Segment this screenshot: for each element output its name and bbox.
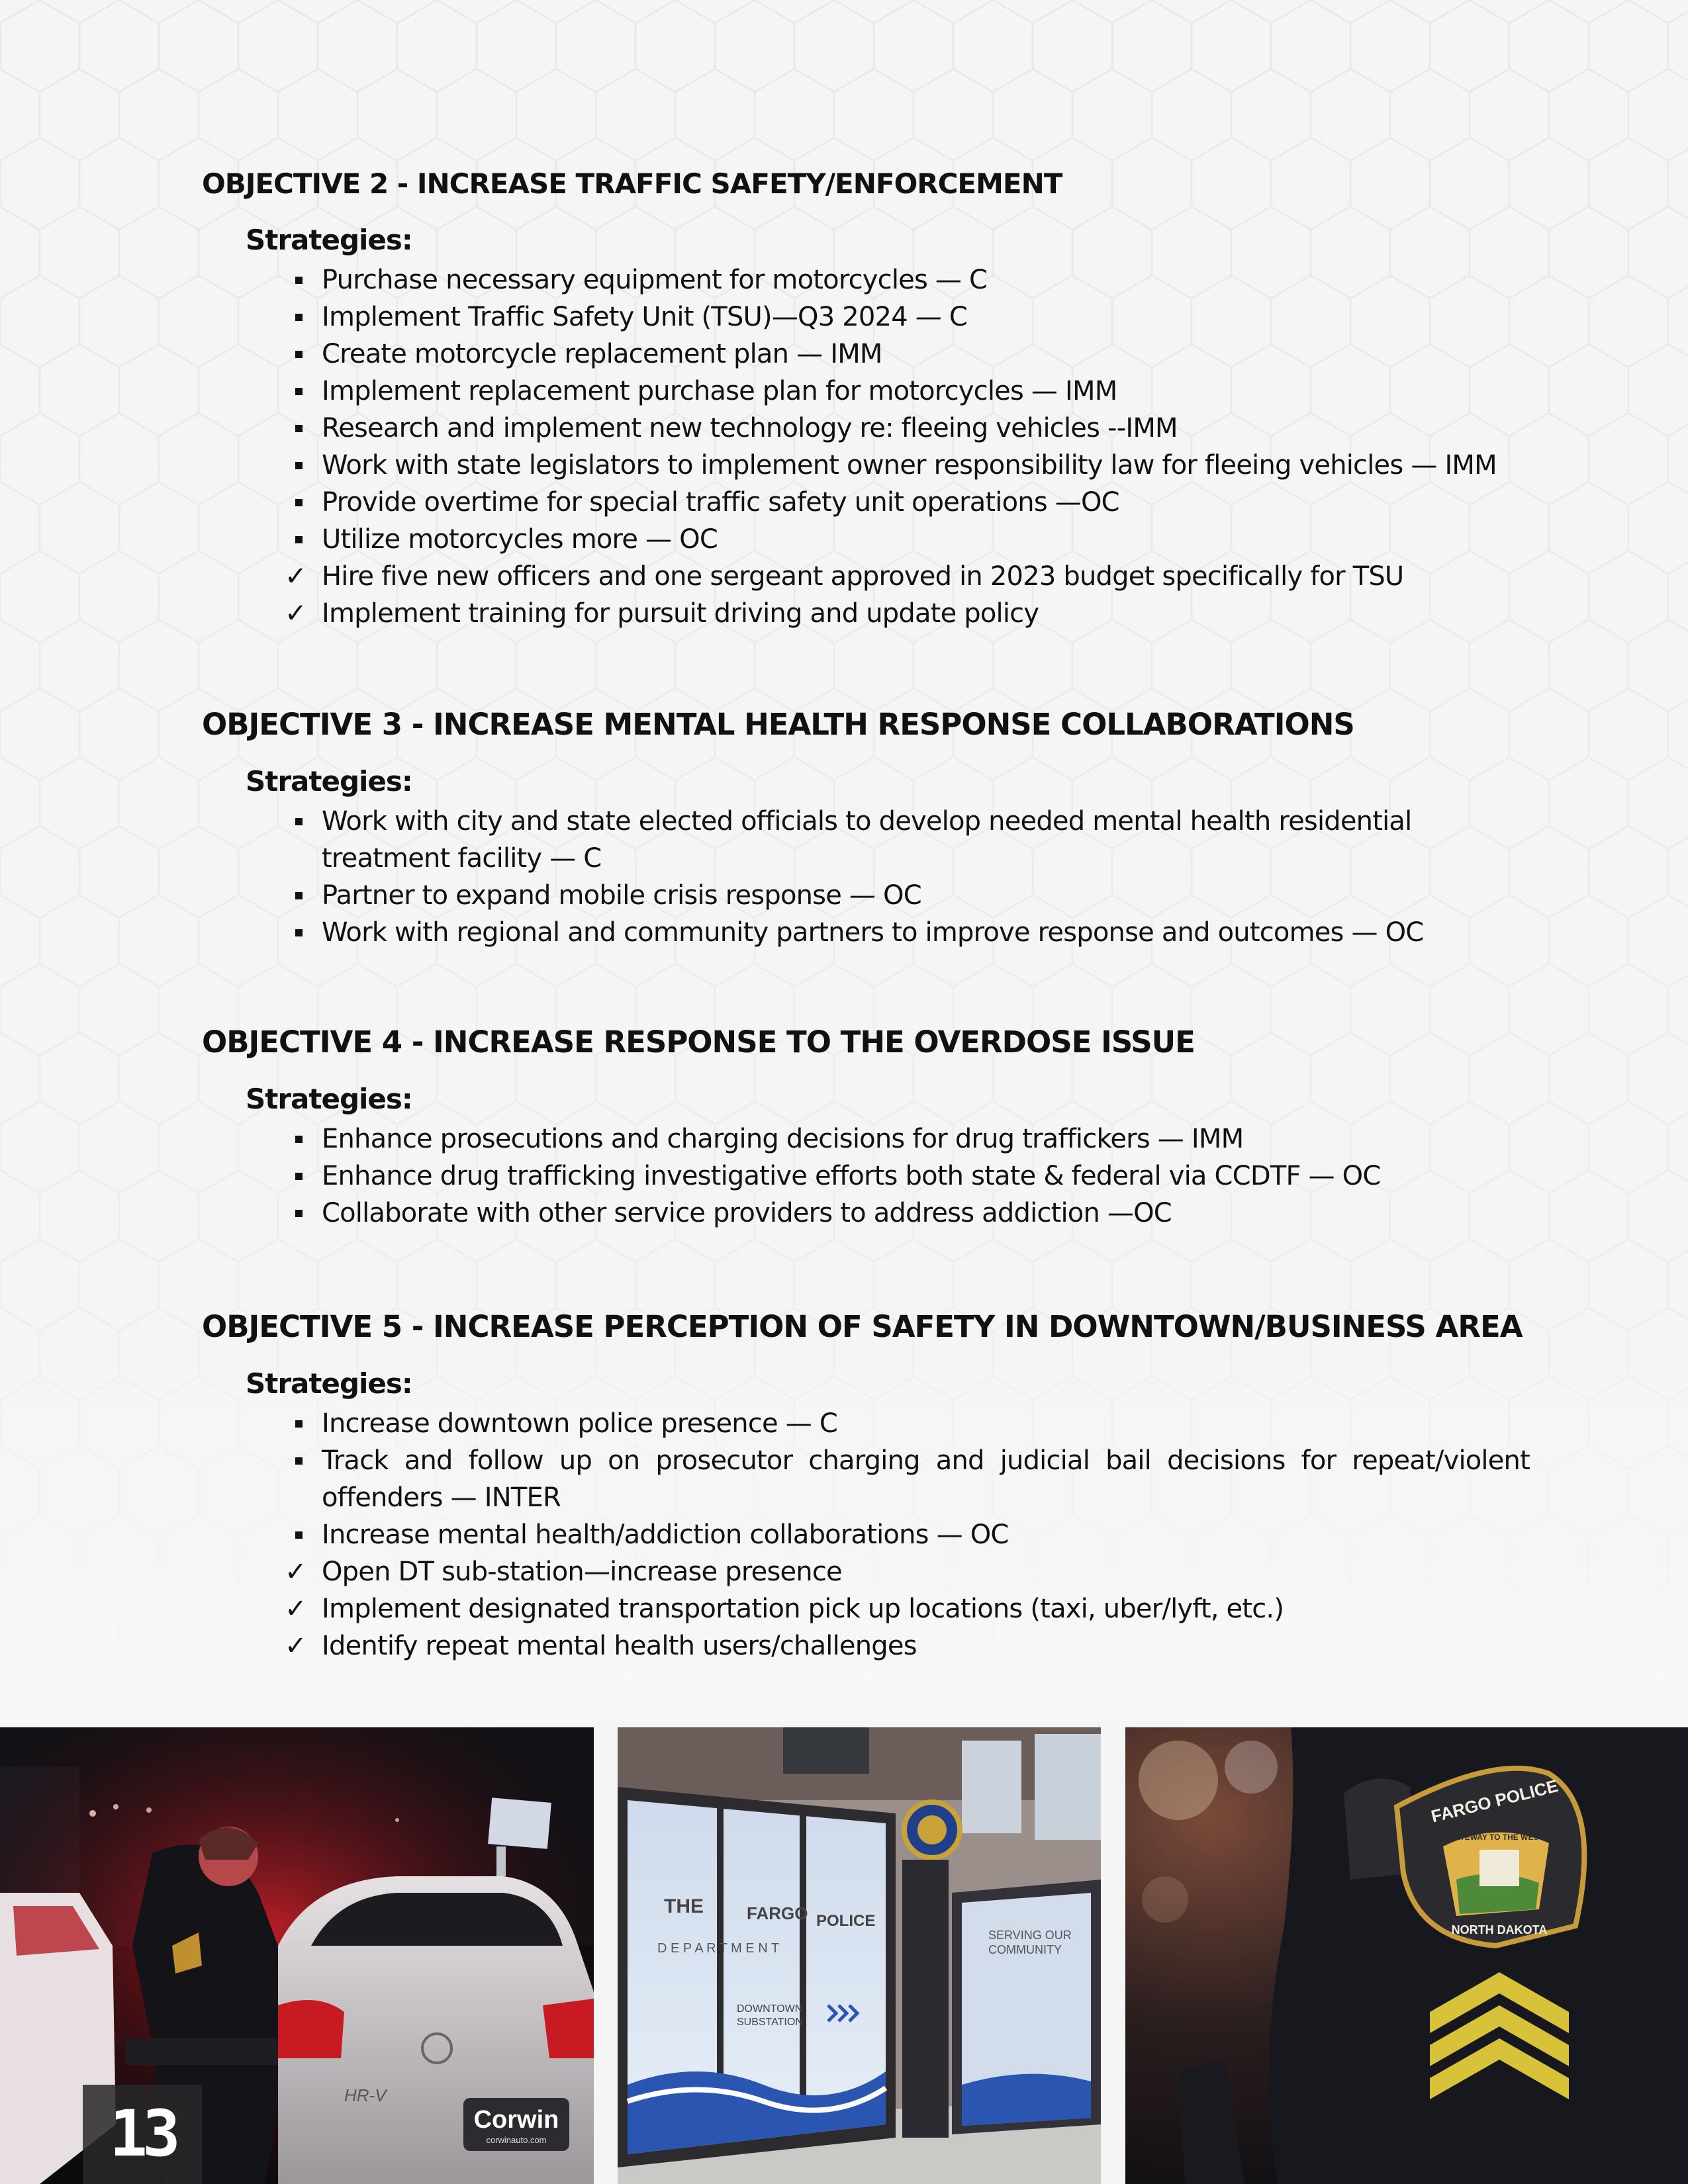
strategy-item: Work with state legislators to implement owner responsibility law for fleeing vehicles — IMM [289,447,1530,484]
window-text-downtown: DOWNTOWN [737,2003,803,2015]
square-bullet-icon [289,1516,322,1553]
completed-item: ✓ Open DT sub-station—increase presence [289,1553,1530,1590]
completed-item: ✓ Implement training for pursuit driving and update policy [289,595,1530,632]
checkmark-icon: ✓ [285,561,306,592]
strategy-item: Implement replacement purchase plan for motorcycles — IMM [289,373,1530,410]
strategy-list [285,1405,1530,1664]
window-text-serving: SERVING OUR [988,1929,1072,1942]
checkmark-icon: ✓ [285,1557,306,1587]
strategy-item: Work with regional and community partners to improve response and outcomes — OC [289,914,1530,951]
square-bullet-icon [289,410,322,447]
strategy-list [289,1120,1530,1232]
strategy-item: Work with city and state elected officials to develop needed mental health residential treatment facility — C [289,803,1530,877]
strategy-item: Research and implement new technology re: fleeing vehicles --IMM [289,410,1530,447]
square-bullet-icon [289,803,322,840]
strategies-label: Strategies: [246,1367,412,1400]
square-bullet-icon [289,1158,322,1195]
strategy-item: Provide overtime for special traffic safety unit operations —OC [289,484,1530,521]
square-bullet-icon [289,1405,322,1442]
window-text-the: THE [664,1895,704,1917]
strategy-item: Enhance prosecutions and charging decisions for drug traffickers — IMM [289,1120,1530,1158]
square-bullet-icon [289,298,322,336]
strategies-label: Strategies: [246,765,412,797]
objective-2-title: OBJECTIVE 2 - INCREASE TRAFFIC SAFETY/ENFORCEMENT [202,167,1062,200]
square-bullet-icon [289,484,322,521]
strategy-item: Utilize motorcycles more — OC [289,521,1530,558]
downtown-substation-photo [618,1727,1101,2184]
patch-middle-text: GATEWAY TO THE WEST [1448,1833,1544,1842]
strategy-item: Purchase necessary equipment for motorcycles — C [289,261,1530,298]
square-bullet-icon [289,1442,322,1479]
objective-3-title: OBJECTIVE 3 - INCREASE MENTAL HEALTH RESPONSE COLLABORATIONS [202,707,1354,742]
square-bullet-icon [289,261,322,298]
square-bullet-icon [289,1120,322,1158]
checkmark-icon: ✓ [285,598,306,629]
strategy-list [289,803,1530,951]
strategies-label: Strategies: [246,1083,412,1115]
strategy-list [285,261,1530,632]
photo-strip [0,1727,1688,2184]
window-text-police: POLICE [816,1912,876,1930]
square-bullet-icon [289,877,322,914]
car-model-badge: HR-V [344,2085,387,2105]
patch-top-text: FARGO POLICE [1429,1775,1560,1827]
square-bullet-icon [289,336,322,373]
square-bullet-icon [289,447,322,484]
objective-5-title: OBJECTIVE 5 - INCREASE PERCEPTION OF SAFETY IN DOWNTOWN/BUSINESS AREA [202,1309,1523,1344]
strategy-item: Increase downtown police presence — C [289,1405,1530,1442]
strategy-item: Track and follow up on prosecutor charging and judicial bail decisions for repeat/violent offenders — INTER [289,1442,1530,1516]
window-text-department: D E P A R T M E N T [657,1941,780,1956]
strategy-item: Partner to expand mobile crisis response — OC [289,877,1530,914]
completed-item: ✓ Hire five new officers and one sergeant approved in 2023 budget specifically for TSU [289,558,1530,595]
patch-bottom-text: NORTH DAKOTA [1451,1923,1548,1936]
strategy-item: Create motorcycle replacement plan — IMM [289,336,1530,373]
completed-item: ✓ Identify repeat mental health users/challenges [289,1627,1530,1664]
window-text-fargo: FARGO [747,1903,808,1923]
window-text-substation: SUBSTATION [737,2017,803,2028]
page-number-box [83,2085,202,2184]
strategy-item: Implement Traffic Safety Unit (TSU)—Q3 2024 — C [289,298,1530,336]
checkmark-icon: ✓ [285,1631,306,1661]
square-bullet-icon [289,373,322,410]
square-bullet-icon [289,1195,322,1232]
dealer-url-text: corwinauto.com [486,2135,547,2145]
page-number: 13 [109,2097,175,2171]
completed-item: ✓ Implement designated transportation pick up locations (taxi, uber/lyft, etc.) [289,1590,1530,1627]
police-patch-photo [1125,1727,1688,2184]
strategy-item: Increase mental health/addiction collaborations — OC [289,1516,1530,1553]
square-bullet-icon [289,914,322,951]
objective-4-title: OBJECTIVE 4 - INCREASE RESPONSE TO THE OVERDOSE ISSUE [202,1024,1195,1060]
strategies-label: Strategies: [246,224,412,256]
strategy-item: Enhance drug trafficking investigative efforts both state & federal via CCDTF — OC [289,1158,1530,1195]
window-text-community: COMMUNITY [988,1943,1062,1956]
square-bullet-icon [289,521,322,558]
dealer-plate-text: Corwin [473,2106,559,2134]
checkmark-icon: ✓ [285,1594,306,1624]
strategy-item: Collaborate with other service providers to address addiction —OC [289,1195,1530,1232]
